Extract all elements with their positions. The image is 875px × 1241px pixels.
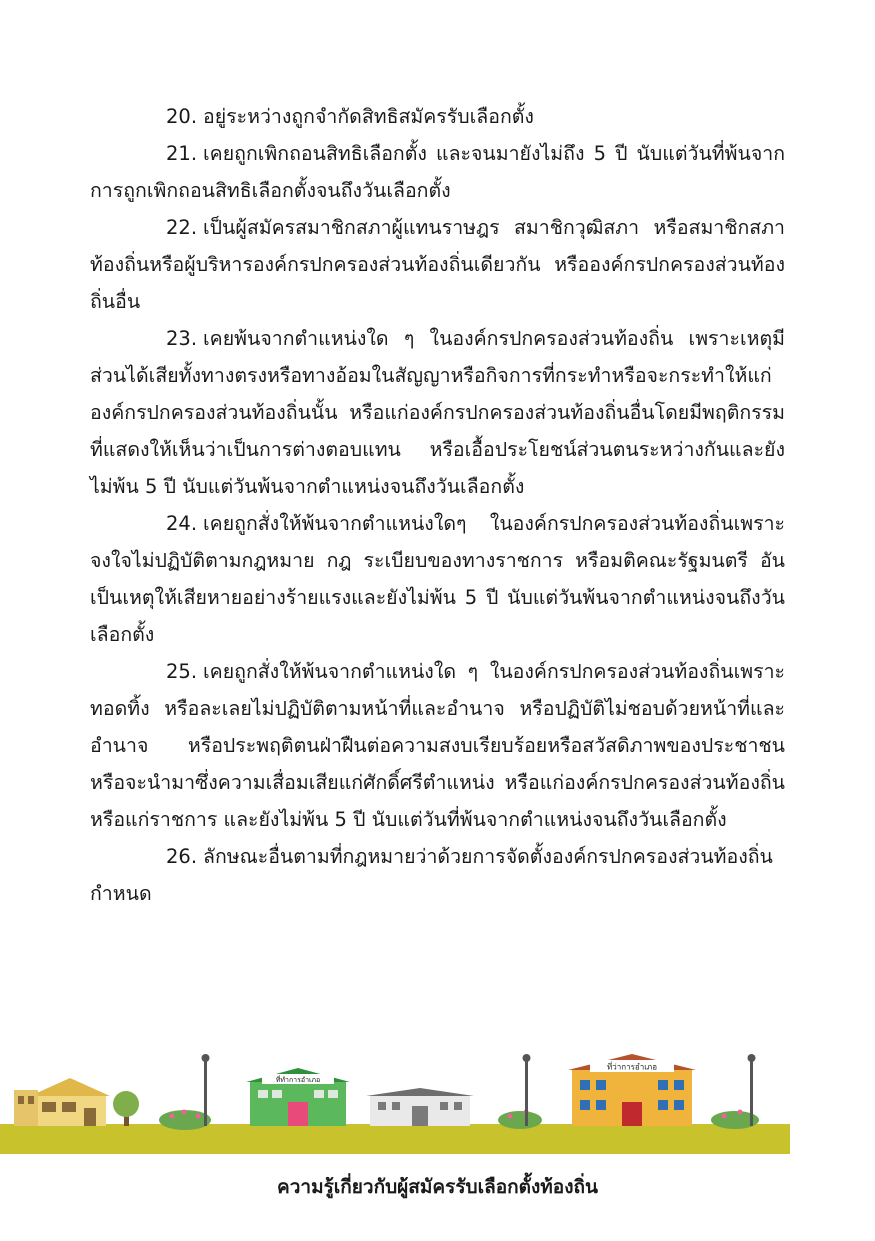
ground-strip	[0, 1124, 790, 1154]
orange-building-icon	[568, 1054, 696, 1126]
tree-icon	[113, 1091, 139, 1126]
orange-building-sign: ที่ว่าการอำเภอ	[607, 1062, 657, 1072]
list-item: 21. เคยถูกเพิกถอนสิทธิเลือกตั้ง และจนมายังไม่ถึง 5 ปี นับแต่วันที่พ้นจากการถูกเพิกถอนสิทธิเลือกตั้งจนถึงวันเลือกตั้ง	[90, 142, 785, 202]
green-building-sign: ที่ทำการอำเภอ	[275, 1076, 321, 1084]
list-item: 25. เคยถูกสั่งให้พ้นจากตำแหน่งใด ๆ ในองค์กรปกครองส่วนท้องถิ่นเพราะทอดทิ้ง หรือละเลยไม่ปฏิบัติตามหน้าที่และอำนาจ หรือปฏิบัติไม่ชอบด้วยหน้าที่และอำนาจ หรือประพฤติตนฝ่าฝืนต่อความสงบเรียบร้อยหรือสวัสดิภาพของประชาชน หรือจะนำมาซึ่งความเสื่อมเสียแก่ศักดิ์ศรีตำแหน่ง หรือแก่องค์กรปกครองส่วนท้องถิ่น หรือแก่ราชการ และยังไม่พ้น 5 ปี นับแต่วันที่พ้นจากตำแหน่งจนถึงวันเลือกตั้ง	[90, 660, 785, 831]
grey-building-icon	[366, 1088, 474, 1126]
green-building-icon	[246, 1068, 350, 1126]
list-item: 23. เคยพ้นจากตำแหน่งใด ๆ ในองค์กรปกครองส่วนท้องถิ่น เพราะเหตุมีส่วนได้เสียทั้งทางตรงหรือทางอ้อมในสัญญาหรือกิจการที่กระทำหรือจะกระทำให้แก่องค์กรปกครองส่วนท้องถิ่นนั้น หรือแก่องค์กรปกครองส่วนท้องถิ่นอื่นโดยมีพฤติกรรมที่แสดงให้เห็นว่าเป็นการต่างตอบแทน หรือเอื้อประโยชน์ส่วนตนระหว่างกันและยังไม่พ้น 5 ปี นับแต่วันพ้นจากตำแหน่งจนถึงวันเลือกตั้ง	[90, 327, 785, 498]
list-item: 26. ลักษณะอื่นตามที่กฎหมายว่าด้วยการจัดตั้งองค์กรปกครองส่วนท้องถิ่นกำหนด	[90, 845, 773, 905]
list-item: 24. เคยถูกสั่งให้พ้นจากตำแหน่งใดๆ ในองค์กรปกครองส่วนท้องถิ่นเพราะจงใจไม่ปฏิบัติตามกฎหมาย กฎ ระเบียบของทางราชการ หรือมติคณะรัฐมนตรี อันเป็นเหตุให้เสียหายอย่างร้ายแรงและยังไม่พ้น 5 ปี นับแต่วันพ้นจากตำแหน่งจนถึงวันเลือกตั้ง	[90, 512, 785, 646]
yellow-house-icon	[14, 1078, 110, 1126]
list-item: 22. เป็นผู้สมัครสมาชิกสภาผู้แทนราษฎร สมาชิกวุฒิสภา หรือสมาชิกสภาท้องถิ่นหรือผู้บริหารองค์กรปกครองส่วนท้องถิ่นเดียวกัน หรือองค์กรปกครองส่วนท้องถิ่นอื่น	[90, 216, 785, 313]
document-body	[90, 98, 785, 912]
flower-bush-icon	[159, 1110, 211, 1131]
list-item: 20. อยู่ระหว่างถูกจำกัดสิทธิสมัครรับเลือกตั้ง	[166, 105, 534, 128]
footer-title: ความรู้เกี่ยวกับผู้สมัครรับเลือกตั้งท้องถิ่น	[277, 1176, 598, 1198]
town-illustration	[0, 1050, 790, 1154]
flower-bush-icon	[498, 1110, 542, 1130]
